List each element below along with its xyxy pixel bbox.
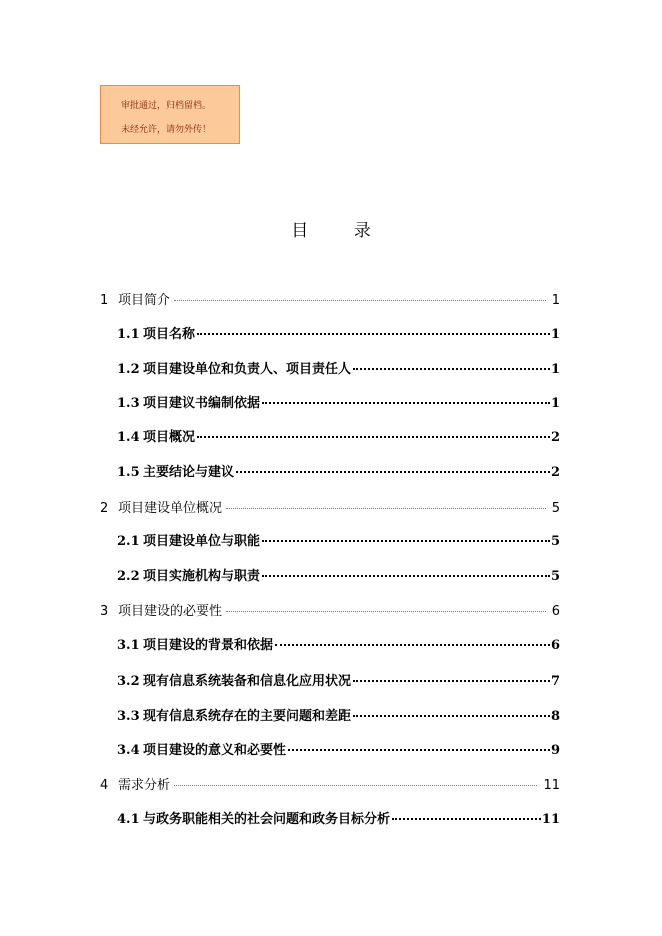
toc-leader	[275, 644, 550, 646]
toc-entry-3-3[interactable]	[117, 705, 560, 724]
toc-leader	[262, 540, 550, 542]
toc-leader	[353, 680, 550, 682]
toc-number: 3.1	[117, 638, 140, 653]
toc-page: 5	[550, 534, 560, 549]
toc-page: 9	[550, 743, 560, 758]
toc-page: 2	[550, 430, 560, 445]
toc-leader	[353, 368, 550, 370]
toc-page: 6	[550, 638, 560, 653]
toc-text: 项目建设单位概况	[118, 501, 223, 516]
toc-entry-3[interactable]	[100, 600, 560, 619]
notice-line-2: 未经允许，请勿外传！	[121, 125, 212, 135]
toc-leader	[236, 471, 550, 473]
toc-leader	[392, 818, 541, 820]
toc-page: 2	[550, 465, 560, 480]
toc-entry-1[interactable]	[100, 289, 560, 308]
toc-entry-4[interactable]	[100, 774, 560, 793]
toc-leader	[197, 436, 550, 438]
toc-page: 1	[551, 293, 560, 308]
toc-number: 2.1	[117, 534, 140, 549]
toc-entry-1-2[interactable]	[117, 358, 560, 377]
toc-text: 主要结论与建议	[143, 465, 235, 480]
toc-entry-3-1[interactable]	[117, 634, 560, 653]
toc-number: 3.2	[117, 674, 140, 689]
toc-text: 项目建设单位与职能	[143, 534, 261, 549]
toc-number: 2.2	[117, 569, 140, 584]
toc-text: 现有信息系统存在的主要问题和差距	[143, 709, 352, 724]
toc-entry-1-3[interactable]	[117, 392, 560, 411]
toc-number: 1.3	[117, 396, 140, 411]
toc-entry-1-1[interactable]	[117, 323, 560, 342]
toc-entry-2-1[interactable]	[117, 530, 560, 549]
toc-page: 1	[550, 396, 560, 411]
toc-entry-3-4[interactable]	[117, 739, 560, 758]
toc-page: 11	[541, 812, 560, 827]
toc-number: 1	[100, 293, 109, 308]
toc-number: 1.1	[117, 327, 140, 342]
toc-page: 1	[550, 327, 560, 342]
toc-page: 11	[543, 778, 560, 793]
toc-text: 需求分析	[118, 778, 171, 793]
toc-text: 项目名称	[143, 327, 196, 342]
toc-number: 3.3	[117, 709, 140, 724]
toc-leader	[262, 402, 550, 404]
notice-line-1: 审批通过，归档留档。	[121, 101, 212, 111]
toc-text: 现有信息系统装备和信息化应用状况	[143, 674, 352, 689]
toc-page: 6	[551, 604, 560, 619]
toc-leader	[197, 333, 550, 335]
toc-number: 2	[100, 501, 109, 516]
toc-text: 项目建设的背景和依据	[143, 638, 274, 653]
toc-leader	[226, 508, 546, 509]
toc-leader	[262, 575, 550, 577]
toc-number: 1.4	[117, 430, 140, 445]
toc-entry-4-1[interactable]	[117, 808, 560, 827]
toc-page: 1	[550, 362, 560, 377]
toc-number: 3.4	[117, 743, 140, 758]
toc-text: 与政务职能相关的社会问题和政务目标分析	[143, 812, 391, 827]
toc-page: 5	[551, 501, 560, 516]
toc-text: 项目建设的意义和必要性	[143, 743, 287, 758]
toc-leader	[353, 715, 550, 717]
toc-number: 4.1	[117, 812, 140, 827]
toc-text: 项目建设单位和负责人、项目责任人	[143, 362, 352, 377]
toc-leader	[174, 300, 546, 301]
toc-entry-1-4[interactable]	[117, 426, 560, 445]
toc-page: 8	[550, 709, 560, 724]
toc-entry-2-2[interactable]	[117, 565, 560, 584]
toc-number: 4	[100, 778, 109, 793]
toc-text: 项目建设的必要性	[118, 604, 223, 619]
toc-entry-1-5[interactable]	[117, 461, 560, 480]
toc-leader	[226, 611, 546, 612]
toc-text: 项目概况	[143, 430, 196, 445]
toc-text: 项目实施机构与职责	[143, 569, 261, 584]
toc-entry-2[interactable]	[100, 497, 560, 516]
toc-number: 3	[100, 604, 109, 619]
toc-page: 5	[550, 569, 560, 584]
toc-text: 项目简介	[118, 293, 171, 308]
notice-box	[100, 85, 240, 144]
toc-number: 1.2	[117, 362, 140, 377]
toc-leader	[288, 749, 550, 751]
toc-leader	[174, 785, 537, 786]
toc-entry-3-2[interactable]	[117, 670, 560, 689]
toc-number: 1.5	[117, 465, 140, 480]
toc-text: 项目建议书编制依据	[143, 396, 261, 411]
toc-page: 7	[550, 674, 560, 689]
page-title: 目 录	[291, 221, 391, 241]
